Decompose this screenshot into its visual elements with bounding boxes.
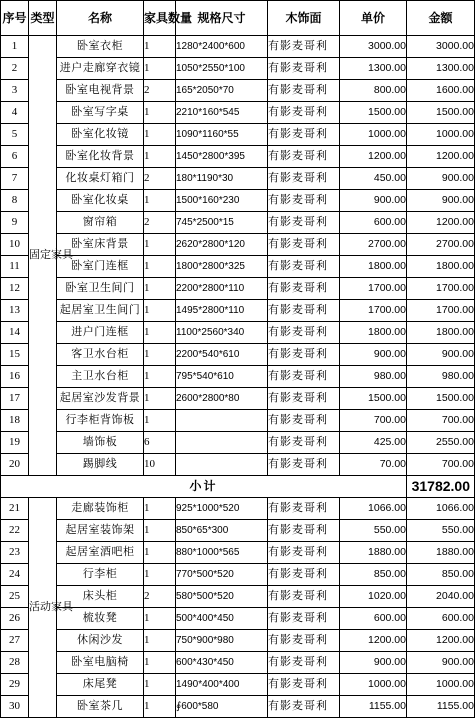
cell-size [176,454,268,476]
cell-size: 745*2500*15 [176,212,268,234]
cell-name: 卧室卫生间门 [57,278,144,300]
cell-name: 休闲沙发 [57,630,144,652]
table-row [1,300,475,322]
cell-amount: 900.00 [407,652,475,674]
cell-size: 500*400*450 [176,608,268,630]
cell-qty: 1 [144,696,176,718]
cell-amount: 3000.00 [407,36,475,58]
cell-price: 550.00 [340,520,407,542]
cell-name: 行李柜背饰板 [57,410,144,432]
cell-name: 卧室床背景 [57,234,144,256]
cell-name: 起居室酒吧柜 [57,542,144,564]
header-size: 规格尺寸 [176,1,268,36]
cell-name: 卧室门连框 [57,256,144,278]
cell-wood: 有影麦哥利 [268,652,340,674]
table-row [1,520,475,542]
cell-amount: 1200.00 [407,212,475,234]
cell-size: 925*1000*520 [176,498,268,520]
cell-price: 600.00 [340,212,407,234]
cell-wood: 有影麦哥利 [268,564,340,586]
cell-wood: 有影麦哥利 [268,102,340,124]
cell-qty: 1 [144,344,176,366]
cell-qty: 1 [144,278,176,300]
header-no: 序号 [1,1,29,36]
cell-qty: 1 [144,102,176,124]
cell-qty: 6 [144,432,176,454]
cell-price: 700.00 [340,410,407,432]
cell-price: 70.00 [340,454,407,476]
cell-qty: 1 [144,520,176,542]
cell-size: 1090*1160*55 [176,124,268,146]
cell-name: 行李柜 [57,564,144,586]
cell-amount: 1500.00 [407,388,475,410]
cell-qty: 1 [144,190,176,212]
cell-name: 卧室化妆桌 [57,190,144,212]
cell-size: 600*430*450 [176,652,268,674]
cell-name: 卧室电视背景 [57,80,144,102]
cell-no: 16 [1,366,29,388]
cell-price: 850.00 [340,564,407,586]
cell-name: 起居室沙发背景 [57,388,144,410]
cell-price: 1880.00 [340,542,407,564]
cell-amount: 1700.00 [407,300,475,322]
cell-wood: 有影麦哥利 [268,542,340,564]
cell-wood: 有影麦哥利 [268,366,340,388]
cell-size: 1050*2550*100 [176,58,268,80]
cell-wood: 有影麦哥利 [268,58,340,80]
cell-price: 1000.00 [340,124,407,146]
cell-name: 主卫水台柜 [57,366,144,388]
cell-wood: 有影麦哥利 [268,256,340,278]
cell-price: 800.00 [340,80,407,102]
cell-wood: 有影麦哥利 [268,80,340,102]
header-price: 单价 [340,1,407,36]
subtotal-amount: 31782.00 [407,476,475,498]
table-row [1,652,475,674]
cell-size: 1100*2560*340 [176,322,268,344]
table-row [1,146,475,168]
cell-wood: 有影麦哥利 [268,432,340,454]
cell-wood: 有影麦哥利 [268,630,340,652]
cell-wood: 有影麦哥利 [268,586,340,608]
cell-size: 795*540*610 [176,366,268,388]
cell-amount: 1500.00 [407,102,475,124]
cell-no: 22 [1,520,29,542]
cell-amount: 1600.00 [407,80,475,102]
cell-price: 1300.00 [340,58,407,80]
cell-no: 17 [1,388,29,410]
cell-price: 1500.00 [340,388,407,410]
table-row [1,212,475,234]
cell-size: 1450*2800*395 [176,146,268,168]
cell-wood: 有影麦哥利 [268,410,340,432]
cell-no: 3 [1,80,29,102]
cell-size: 1495*2800*110 [176,300,268,322]
cell-size: 2600*2800*80 [176,388,268,410]
cell-no: 6 [1,146,29,168]
cell-qty: 2 [144,586,176,608]
cell-qty: 1 [144,146,176,168]
table-row [1,124,475,146]
header-row [1,1,475,36]
cell-amount: 2550.00 [407,432,475,454]
header-wood: 木饰面 [268,1,340,36]
table-row [1,542,475,564]
header-amount: 金额 [407,1,475,36]
cell-price: 1200.00 [340,630,407,652]
cell-qty: 1 [144,674,176,696]
cell-wood: 有影麦哥利 [268,234,340,256]
cell-no: 30 [1,696,29,718]
cell-wood: 有影麦哥利 [268,124,340,146]
cell-wood: 有影麦哥利 [268,168,340,190]
cell-size: 850*65*300 [176,520,268,542]
cell-qty: 1 [144,410,176,432]
cell-name: 卧室茶几 [57,696,144,718]
table-row [1,696,475,718]
cell-size: 880*1000*565 [176,542,268,564]
table-row [1,168,475,190]
cell-amount: 1155.00 [407,696,475,718]
cell-no: 24 [1,564,29,586]
cell-qty: 2 [144,212,176,234]
cell-wood: 有影麦哥利 [268,146,340,168]
cell-amount: 700.00 [407,454,475,476]
cell-no: 27 [1,630,29,652]
cell-size: 1280*2400*600 [176,36,268,58]
cell-wood: 有影麦哥利 [268,674,340,696]
cell-name: 起居室卫生间门 [57,300,144,322]
cell-amount: 1700.00 [407,278,475,300]
cell-amount: 900.00 [407,190,475,212]
cell-no: 7 [1,168,29,190]
cell-price: 1066.00 [340,498,407,520]
cell-no: 2 [1,58,29,80]
fixed-furniture-group [1,36,475,476]
cell-name: 进户走廊穿衣镜 [57,58,144,80]
cell-qty: 1 [144,608,176,630]
cell-size: ∮600*580 [176,696,268,718]
cell-no: 19 [1,432,29,454]
cell-no: 5 [1,124,29,146]
cell-size: 180*1190*30 [176,168,268,190]
cell-name: 进户门连框 [57,322,144,344]
cell-price: 900.00 [340,652,407,674]
cell-price: 600.00 [340,608,407,630]
cell-price: 1155.00 [340,696,407,718]
cell-no: 20 [1,454,29,476]
cell-size: 165*2050*70 [176,80,268,102]
table-row [1,432,475,454]
cell-price: 450.00 [340,168,407,190]
cell-price: 980.00 [340,366,407,388]
cell-qty: 1 [144,498,176,520]
cell-size: 2200*540*610 [176,344,268,366]
cell-name: 走廊装饰柜 [57,498,144,520]
cell-amount: 2040.00 [407,586,475,608]
cell-no: 4 [1,102,29,124]
table-row [1,36,475,58]
cell-wood: 有影麦哥利 [268,498,340,520]
cell-amount: 1000.00 [407,674,475,696]
cell-price: 900.00 [340,190,407,212]
subtotal-section [1,476,475,498]
cell-name: 卧室化妆背景 [57,146,144,168]
cell-size: 2200*2800*110 [176,278,268,300]
cell-wood: 有影麦哥利 [268,608,340,630]
cell-amount: 980.00 [407,366,475,388]
cell-no: 12 [1,278,29,300]
table-row [1,498,475,520]
table-row [1,564,475,586]
cell-wood: 有影麦哥利 [268,36,340,58]
cell-qty: 1 [144,300,176,322]
table-row [1,674,475,696]
cell-price: 1500.00 [340,102,407,124]
cell-amount: 600.00 [407,608,475,630]
cell-wood: 有影麦哥利 [268,190,340,212]
table-row [1,410,475,432]
cell-size: 1800*2800*325 [176,256,268,278]
table-row [1,80,475,102]
table-row [1,366,475,388]
cell-price: 2700.00 [340,234,407,256]
header-type: 类型 [29,1,57,36]
cell-wood: 有影麦哥利 [268,322,340,344]
cell-no: 18 [1,410,29,432]
cell-no: 8 [1,190,29,212]
cell-amount: 1880.00 [407,542,475,564]
cell-no: 29 [1,674,29,696]
cell-qty: 2 [144,168,176,190]
cell-price: 1020.00 [340,586,407,608]
cell-price: 1000.00 [340,674,407,696]
cell-wood: 有影麦哥利 [268,344,340,366]
cell-no: 26 [1,608,29,630]
cell-size [176,410,268,432]
cell-qty: 1 [144,58,176,80]
cell-qty: 1 [144,124,176,146]
cell-name: 化妆桌灯箱门 [57,168,144,190]
cell-name: 床尾凳 [57,674,144,696]
cell-qty: 1 [144,256,176,278]
cell-name: 卧室化妆镜 [57,124,144,146]
cell-qty: 1 [144,564,176,586]
header-qty: 家具数量 [144,1,176,36]
cell-price: 3000.00 [340,36,407,58]
cell-price: 900.00 [340,344,407,366]
table-row [1,322,475,344]
table-row [1,102,475,124]
cell-type: 固定家具 [29,36,57,476]
cell-size [176,432,268,454]
cell-no: 9 [1,212,29,234]
cell-wood: 有影麦哥利 [268,454,340,476]
cell-name: 床头柜 [57,586,144,608]
cell-amount: 1200.00 [407,146,475,168]
cell-price: 1200.00 [340,146,407,168]
cell-no: 13 [1,300,29,322]
cell-price: 1800.00 [340,256,407,278]
movable-furniture-group [1,498,475,718]
cell-amount: 1000.00 [407,124,475,146]
cell-amount: 1066.00 [407,498,475,520]
cell-name: 卧室电脑椅 [57,652,144,674]
cell-wood: 有影麦哥利 [268,212,340,234]
cell-qty: 1 [144,322,176,344]
cell-size: 2210*160*545 [176,102,268,124]
table-row [1,630,475,652]
cell-name: 踢脚线 [57,454,144,476]
cell-qty: 1 [144,542,176,564]
cell-price: 1700.00 [340,300,407,322]
cell-no: 15 [1,344,29,366]
cell-wood: 有影麦哥利 [268,300,340,322]
cell-amount: 1800.00 [407,322,475,344]
table-row [1,190,475,212]
subtotal-label: 小计 [1,476,407,498]
cell-amount: 850.00 [407,564,475,586]
cell-qty: 2 [144,80,176,102]
table-row [1,388,475,410]
cell-amount: 1800.00 [407,256,475,278]
subtotal-row [1,476,475,498]
cell-no: 28 [1,652,29,674]
cell-no: 21 [1,498,29,520]
cell-amount: 700.00 [407,410,475,432]
cell-no: 23 [1,542,29,564]
cell-name: 墙饰板 [57,432,144,454]
cell-size: 1490*400*400 [176,674,268,696]
cell-amount: 900.00 [407,168,475,190]
cell-size: 2620*2800*120 [176,234,268,256]
cell-name: 客卫水台柜 [57,344,144,366]
cell-qty: 1 [144,630,176,652]
cell-no: 25 [1,586,29,608]
cell-size: 580*500*520 [176,586,268,608]
cell-no: 11 [1,256,29,278]
cell-amount: 900.00 [407,344,475,366]
cell-wood: 有影麦哥利 [268,520,340,542]
cell-price: 1800.00 [340,322,407,344]
cell-amount: 550.00 [407,520,475,542]
cell-qty: 1 [144,652,176,674]
header-name: 名称 [57,1,144,36]
cell-amount: 1300.00 [407,58,475,80]
table-row [1,58,475,80]
cell-no: 1 [1,36,29,58]
cell-size: 750*900*980 [176,630,268,652]
cell-name: 卧室写字桌 [57,102,144,124]
cell-name: 窗帘箱 [57,212,144,234]
cell-size: 770*500*520 [176,564,268,586]
cell-price: 1700.00 [340,278,407,300]
cell-qty: 1 [144,388,176,410]
cell-wood: 有影麦哥利 [268,696,340,718]
cell-price: 425.00 [340,432,407,454]
table-row [1,454,475,476]
cell-qty: 1 [144,366,176,388]
cell-qty: 1 [144,234,176,256]
cell-size: 1500*160*230 [176,190,268,212]
cell-wood: 有影麦哥利 [268,278,340,300]
cell-amount: 1200.00 [407,630,475,652]
cell-wood: 有影麦哥利 [268,388,340,410]
cell-amount: 2700.00 [407,234,475,256]
cell-qty: 1 [144,36,176,58]
table-row [1,344,475,366]
cell-qty: 10 [144,454,176,476]
cell-type: 活动家具 [29,498,57,718]
table-row [1,278,475,300]
cell-name: 梳妆凳 [57,608,144,630]
cell-no: 14 [1,322,29,344]
cell-no: 10 [1,234,29,256]
cell-name: 起居室装饰架 [57,520,144,542]
cell-name: 卧室衣柜 [57,36,144,58]
